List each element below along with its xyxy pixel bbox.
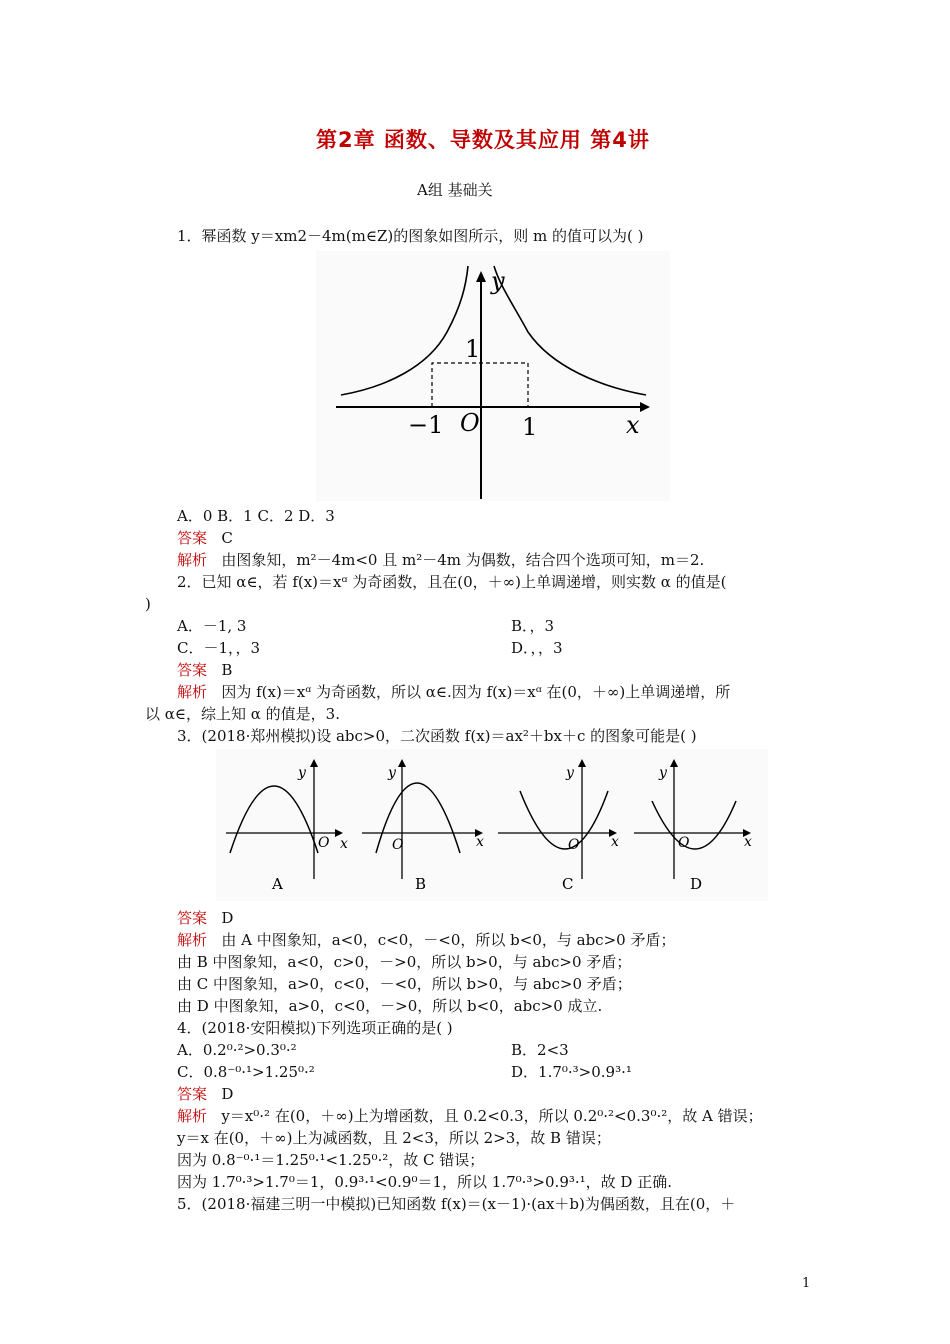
q3-graphs <box>216 749 768 901</box>
curve-right <box>494 266 646 395</box>
graph-b-origin: O <box>392 837 404 853</box>
q1-analysis: 由图象知，m²－4m<0 且 m²－4m 为偶数，结合四个选项可知，m＝2. <box>221 551 705 569</box>
q1-analysis-row <box>177 550 704 570</box>
graph-c-x: x <box>611 834 619 850</box>
q4-option-d: D．1.7⁰·³>0.9³·¹ <box>511 1063 632 1081</box>
graph-d-origin: O <box>678 835 690 851</box>
q2-analysis-cont: 以 α∈，综上知 α 的值是，3. <box>145 705 340 723</box>
q3-stem: 3．(2018·郑州模拟)设 abc>0，二次函数 f(x)＝ax²＋bx＋c 的图象可能是( ) <box>177 727 697 745</box>
q4-option-a: A．0.2⁰·²>0.3⁰·² <box>177 1041 297 1059</box>
graph-c <box>498 759 619 893</box>
q1-label-origin: O <box>460 409 480 437</box>
q3-analysis-row <box>177 930 675 950</box>
q4-answer-row <box>177 1084 233 1104</box>
q4-option-b: B．2<3 <box>511 1041 569 1059</box>
graph-d-caption: D <box>690 875 703 893</box>
page-title: 第2章 函数、导数及其应用 第4讲 <box>316 128 650 152</box>
q3-analysis-c: 由 C 中图象知，a>0，c<0，－<0，所以 b>0，与 abc>0 矛盾； <box>177 975 632 993</box>
graph-a-y: y <box>298 765 306 781</box>
q1-label-one-x: 1 <box>522 413 538 441</box>
q4-stem: 4．(2018·安阳模拟)下列选项正确的是( ) <box>177 1019 453 1037</box>
graph-b-y: y <box>388 765 396 781</box>
analysis-label: 解析 <box>177 551 208 569</box>
graph-c-origin: O <box>568 837 580 853</box>
q4-analysis-3: 因为 0.8⁻⁰·¹＝1.25⁰·¹<1.25⁰·²，故 C 错误； <box>177 1151 485 1169</box>
graph-a-origin: O <box>318 835 330 851</box>
q4-analysis: y＝x⁰·² 在(0，＋∞)上为增函数，且 0.2<0.3，所以 0.2⁰·²<0.3⁰·²，故 A 错误； <box>221 1107 763 1125</box>
group-heading: A组 基础关 <box>417 181 493 199</box>
analysis-label: 解析 <box>177 1107 208 1125</box>
q3-analysis: 由 A 中图象知，a<0，c<0，－<0，所以 b<0，与 abc>0 矛盾； <box>221 931 676 949</box>
q1-answer-row <box>177 528 233 548</box>
q4-analysis-4: 因为 1.7⁰·³>1.7⁰＝1，0.9³·¹<0.9⁰＝1，所以 1.7⁰·³>0.9³·¹，故 D 正确. <box>177 1173 672 1191</box>
q2-stem: 2．已知 α∈，若 f(x)＝xᵅ 为奇函数，且在(0，＋∞)上单调递增，则实数 α 的值是( <box>177 573 727 591</box>
graph-d-x: x <box>744 834 752 850</box>
q1-label-one-y: 1 <box>465 335 481 363</box>
q4-analysis-row <box>177 1106 763 1126</box>
q2-answer: B <box>221 661 233 679</box>
answer-label: 答案 <box>177 1085 208 1103</box>
graph-c-y: y <box>566 765 574 781</box>
q1-label-y: y <box>491 267 505 295</box>
x-arrow <box>640 402 650 412</box>
analysis-label: 解析 <box>177 683 208 701</box>
answer-label: 答案 <box>177 529 208 547</box>
q2-analysis: 因为 f(x)＝xᵅ 为奇函数，所以 α∈.因为 f(x)＝xᵅ 在(0，＋∞)上单调递增，所 <box>221 683 731 701</box>
graph-b-caption: B <box>415 875 427 893</box>
graph-a-caption: A <box>272 875 283 893</box>
q1-options: A．0 B．1 C．2 D．3 <box>177 507 335 525</box>
q4-analysis-2: y＝x 在(0，＋∞)上为减函数，且 2<3，所以 2>3，故 B 错误； <box>177 1129 611 1147</box>
q1-stem: 1．幂函数 y＝xm2－4m(m∈Z)的图象如图所示，则 m 的值可以为( ) <box>177 227 644 245</box>
graph-a-x: x <box>340 836 348 852</box>
graph-c-caption: C <box>562 875 574 893</box>
q1-answer: C <box>221 529 233 547</box>
q2-option-a: A．－1, 3 <box>177 617 247 635</box>
q5-stem: 5．(2018·福建三明一中模拟)已知函数 f(x)＝(x－1)·(ax＋b)为偶函数，且在(0，＋ <box>177 1195 736 1213</box>
curve-left <box>341 266 468 395</box>
q2-analysis-row <box>177 682 730 702</box>
graph-d-y: y <box>659 765 667 781</box>
q4-answer: D <box>221 1085 234 1103</box>
graph-b <box>362 759 484 893</box>
q2-option-d: D．，，3 <box>511 639 563 657</box>
q3-answer-row <box>177 908 233 928</box>
page-number: 1 <box>802 1276 811 1291</box>
analysis-label: 解析 <box>177 931 208 949</box>
q4-option-c: C．0.8⁻⁰·¹>1.25⁰·² <box>177 1063 315 1081</box>
q2-stem-cont: ) <box>145 595 151 613</box>
q3-analysis-d: 由 D 中图象知，a>0，c<0，－>0，所以 b<0，abc>0 成立. <box>177 997 603 1015</box>
q2-answer-row <box>177 660 232 680</box>
graph-a <box>226 759 348 893</box>
q2-option-b: B．，3 <box>511 617 555 635</box>
q1-graph <box>316 251 670 501</box>
q3-answer: D <box>221 909 234 927</box>
graph-b-x: x <box>476 834 484 850</box>
q1-label-x: x <box>626 411 640 439</box>
q3-analysis-b: 由 B 中图象知，a<0，c>0，－>0，所以 b>0，与 abc>0 矛盾； <box>177 953 632 971</box>
answer-label: 答案 <box>177 661 208 679</box>
y-arrow <box>476 271 486 282</box>
q1-label-neg1: −1 <box>408 411 444 439</box>
q2-option-c: C．－1，，3 <box>177 639 261 657</box>
q3-figure <box>216 749 768 901</box>
answer-label: 答案 <box>177 909 208 927</box>
graph-d <box>634 759 752 893</box>
q1-figure <box>316 251 670 501</box>
